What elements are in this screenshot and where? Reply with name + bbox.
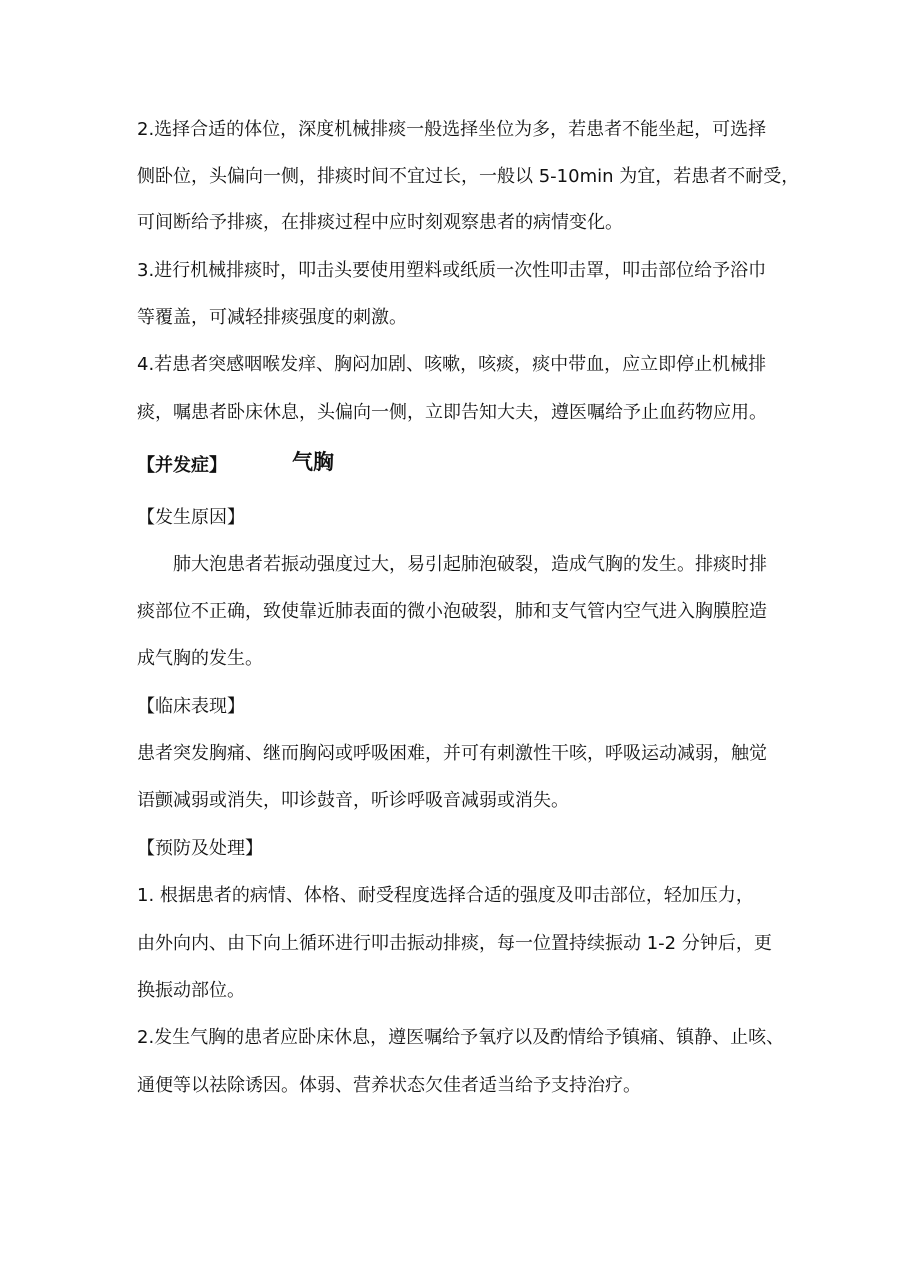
paragraph-line: 可间断给予排痰，在排痰过程中应时刻观察患者的病情变化。 bbox=[137, 212, 623, 233]
paragraph-line: 换振动部位。 bbox=[137, 980, 245, 1001]
paragraph-line: 痰部位不正确，致使靠近肺表面的微小泡破裂，肺和支气管内空气进入胸膜腔造 bbox=[137, 601, 767, 622]
paragraph-line: 侧卧位，头偏向一侧，排痰时间不宜过长，一般以 5-10min 为宜，若患者不耐受， bbox=[137, 166, 800, 187]
paragraph-line: 成气胸的发生。 bbox=[137, 648, 263, 669]
paragraph-line: 1. 根据患者的病情、体格、耐受程度选择合适的强度及叩击部位，轻加压力， bbox=[137, 885, 754, 906]
section-heading-clinical: 【临床表现】 bbox=[137, 696, 245, 717]
complication-heading bbox=[137, 450, 905, 477]
paragraph-line: 语颤减弱或消失，叩诊鼓音，听诊呼吸音减弱或消失。 bbox=[137, 790, 569, 811]
paragraph-line: 4.若患者突感咽喉发痒、胸闷加剧、咳嗽，咳痰，痰中带血，应立即停止机械排 bbox=[137, 354, 767, 375]
paragraph-line: 痰，嘱患者卧床休息，头偏向一侧，立即告知大夫，遵医嘱给予止血药物应用。 bbox=[137, 402, 767, 423]
complication-label: 【并发症】 bbox=[137, 455, 227, 476]
paragraph-line: 患者突发胸痛、继而胸闷或呼吸困难，并可有刺激性干咳，呼吸运动减弱，触觉 bbox=[137, 743, 767, 764]
paragraph-line: 2.发生气胸的患者应卧床休息，遵医嘱给予氧疗以及酌情给予镇痛、镇静、止咳、 bbox=[137, 1027, 785, 1048]
paragraph-line: 等覆盖，可减轻排痰强度的刺激。 bbox=[137, 307, 407, 328]
paragraph-line: 3.进行机械排痰时，叩击头要使用塑料或纸质一次性叩击罩，叩击部位给予浴巾 bbox=[137, 260, 767, 281]
section-heading-prevention: 【预防及处理】 bbox=[137, 838, 263, 859]
paragraph-line: 通便等以祛除诱因。体弱、营养状态欠佳者适当给予支持治疗。 bbox=[137, 1075, 641, 1096]
section-heading-cause: 【发生原因】 bbox=[137, 507, 245, 528]
paragraph-line: 由外向内、由下向上循环进行叩击振动排痰，每一位置持续振动 1-2 分钟后，更 bbox=[137, 933, 772, 954]
paragraph-line: 2.选择合适的体位，深度机械排痰一般选择坐位为多，若患者不能坐起，可选择 bbox=[137, 119, 767, 140]
paragraph-line: 肺大泡患者若振动强度过大，易引起肺泡破裂，造成气胸的发生。排痰时排 bbox=[173, 554, 767, 575]
complication-title: 气胸 bbox=[292, 450, 334, 474]
